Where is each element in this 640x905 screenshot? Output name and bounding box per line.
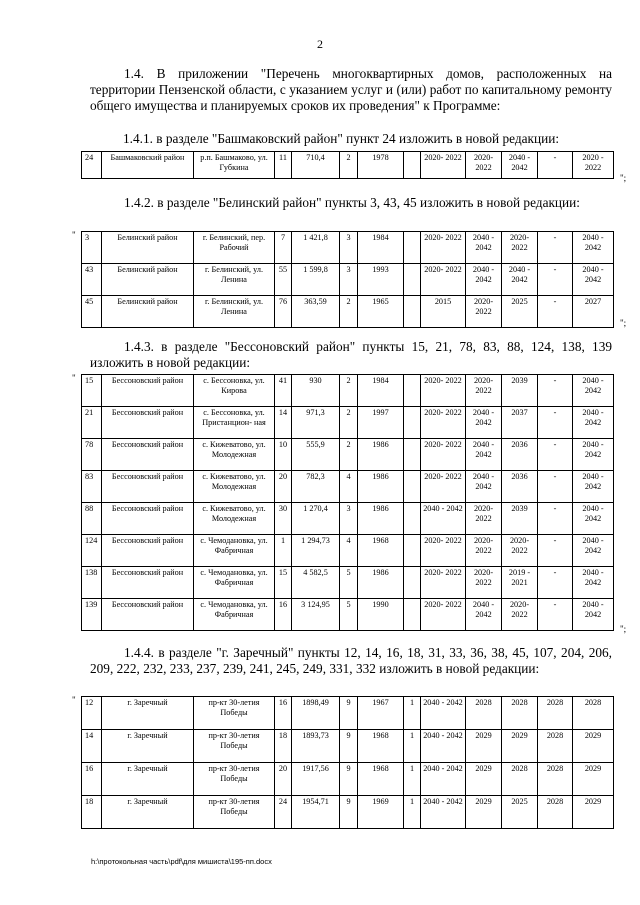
- table-cell: [404, 535, 421, 567]
- table-cell: 2029: [502, 730, 538, 763]
- table-cell: 2040 - 2042: [573, 264, 614, 296]
- table-cell: 1993: [358, 264, 404, 296]
- table-cell: 45: [82, 296, 102, 328]
- table-cell: 20: [275, 763, 292, 796]
- table-cell: 1968: [358, 535, 404, 567]
- table-cell: 3: [340, 503, 358, 535]
- table-cell: Бессоновский район: [102, 471, 194, 503]
- table-row: [82, 697, 614, 730]
- table-cell: Башмаковский район: [102, 152, 194, 179]
- table-cell: 2040 - 2042: [466, 471, 502, 503]
- table-cell: -: [538, 407, 573, 439]
- table-cell: г. Белинский, ул. Ленина: [194, 264, 275, 296]
- table-cell: 2020- 2022: [421, 232, 466, 264]
- table-cell: 2020- 2022: [466, 152, 502, 179]
- table-cell: 3: [340, 264, 358, 296]
- table-cell: -: [538, 232, 573, 264]
- table-cell: 2040 - 2042: [466, 232, 502, 264]
- closing-quote-mark: ";: [620, 173, 627, 183]
- intro-paragraph: [90, 66, 612, 114]
- table-cell: 43: [82, 264, 102, 296]
- table-cell: 2040 - 2042: [573, 503, 614, 535]
- table-row: [82, 296, 614, 328]
- table-cell: Белинский район: [102, 232, 194, 264]
- table-cell: 1984: [358, 232, 404, 264]
- table-row: [82, 439, 614, 471]
- table-cell: 2020- 2022: [502, 535, 538, 567]
- table-cell: 138: [82, 567, 102, 599]
- table-cell: 2028: [538, 697, 573, 730]
- table-cell: 1 599,8: [292, 264, 340, 296]
- opening-quote-mark: ": [72, 230, 76, 240]
- table-cell: 9: [340, 763, 358, 796]
- table-cell: 1: [404, 796, 421, 829]
- closing-quote-mark: ";: [620, 624, 627, 634]
- table-cell: 2036: [502, 439, 538, 471]
- table-cell: 2028: [502, 697, 538, 730]
- table-cell: 1997: [358, 407, 404, 439]
- table-cell: Бессоновский район: [102, 503, 194, 535]
- section-3-paragraph: [90, 339, 612, 371]
- table-cell: 2: [340, 152, 358, 179]
- intro-text: 1.4. В приложении "Перечень многоквартирных домов, расположенных на территории Пензенской области, с указанием услуг и (или) работ по капитальному ремонту общего имущества и планируемых сроков их проведения" к Программе:: [90, 66, 612, 113]
- section-2-paragraph: [90, 195, 612, 211]
- table-cell: 55: [275, 264, 292, 296]
- table-cell: 1986: [358, 567, 404, 599]
- table-cell: 2020- 2022: [421, 375, 466, 407]
- table-cell: 11: [275, 152, 292, 179]
- table-cell: 2039: [502, 375, 538, 407]
- table-cell: Бессоновский район: [102, 407, 194, 439]
- footer-file-path: h:\протокольная часть\pdf\для мишиста\195-пп.docx: [91, 857, 272, 866]
- table-cell: 1893,73: [292, 730, 340, 763]
- table-cell: 2040 - 2042: [573, 535, 614, 567]
- table-cell: 930: [292, 375, 340, 407]
- table-cell: 2029: [573, 796, 614, 829]
- table-cell: 1968: [358, 763, 404, 796]
- table-cell: 2040 - 2042: [573, 567, 614, 599]
- table-cell: 2040 - 2042: [573, 599, 614, 631]
- table-cell: 2040 - 2042: [421, 697, 466, 730]
- table-cell: г. Белинский, пер. Рабочий: [194, 232, 275, 264]
- table-cell: Бессоновский район: [102, 567, 194, 599]
- table-cell: 16: [275, 697, 292, 730]
- table-cell: 1986: [358, 471, 404, 503]
- table-cell: 2028: [538, 796, 573, 829]
- section-3-heading: 1.4.3. в разделе "Бессоновский район" пункты 15, 21, 78, 83, 88, 124, 138, 139 изложить в новой редакции:: [90, 339, 612, 370]
- table-cell: 2028: [502, 763, 538, 796]
- table-cell: 4: [340, 471, 358, 503]
- table-cell: 2020- 2022: [466, 503, 502, 535]
- table-cell: г. Заречный: [102, 763, 194, 796]
- table-cell: -: [538, 439, 573, 471]
- table-cell: г. Белинский, ул. Ленина: [194, 296, 275, 328]
- table-cell: -: [538, 296, 573, 328]
- table-cell: [404, 232, 421, 264]
- table-row: [82, 232, 614, 264]
- table-cell: 1968: [358, 730, 404, 763]
- section-2-heading: 1.4.2. в разделе "Белинский район" пункты 3, 43, 45 изложить в новой редакции:: [124, 195, 580, 210]
- table-cell: [404, 471, 421, 503]
- table-cell: 2040 - 2042: [421, 763, 466, 796]
- table-cell: с. Кижеватово, ул. Молодежная: [194, 503, 275, 535]
- table-cell: 20: [275, 471, 292, 503]
- table-cell: 88: [82, 503, 102, 535]
- opening-quote-mark: ": [72, 695, 76, 705]
- table-cell: пр-кт 30-летия Победы: [194, 796, 275, 829]
- table-cell: 782,3: [292, 471, 340, 503]
- table-cell: 16: [275, 599, 292, 631]
- table-cell: 5: [340, 599, 358, 631]
- table-cell: 21: [82, 407, 102, 439]
- table-row: [82, 407, 614, 439]
- table-cell: -: [538, 503, 573, 535]
- table-cell: -: [538, 567, 573, 599]
- table-cell: 710,4: [292, 152, 340, 179]
- table-cell: 15: [82, 375, 102, 407]
- table-cell: 2040 - 2042: [421, 503, 466, 535]
- table-cell: [404, 152, 421, 179]
- table-cell: 2039: [502, 503, 538, 535]
- table-cell: 1984: [358, 375, 404, 407]
- table-cell: 2: [340, 375, 358, 407]
- table-cell: 2020- 2022: [421, 535, 466, 567]
- table-cell: 1978: [358, 152, 404, 179]
- table-cell: с. Чемодановка, ул. Фабричная: [194, 535, 275, 567]
- table-cell: 41: [275, 375, 292, 407]
- table-cell: [404, 375, 421, 407]
- table-cell: 2040 - 2042: [573, 232, 614, 264]
- table-cell: 2029: [573, 763, 614, 796]
- table-cell: 3 124,95: [292, 599, 340, 631]
- table-cell: 9: [340, 796, 358, 829]
- table-cell: 2020- 2022: [502, 599, 538, 631]
- table-row: [82, 152, 614, 179]
- table-bessonovsky: [81, 374, 614, 631]
- table-cell: [404, 296, 421, 328]
- table-cell: Бессоновский район: [102, 439, 194, 471]
- table-cell: пр-кт 30-летия Победы: [194, 730, 275, 763]
- table-cell: 4: [340, 535, 358, 567]
- table-cell: 2040 - 2042: [573, 439, 614, 471]
- table-row: [82, 567, 614, 599]
- section-4-paragraph: [90, 645, 612, 677]
- table-cell: 15: [275, 567, 292, 599]
- table-cell: 2020- 2022: [421, 439, 466, 471]
- table-cell: 2020- 2022: [421, 471, 466, 503]
- table-cell: -: [538, 375, 573, 407]
- table-cell: 14: [82, 730, 102, 763]
- table-cell: р.п. Башмаково, ул. Губкина: [194, 152, 275, 179]
- closing-quote-mark: ";: [620, 318, 627, 328]
- table-cell: [404, 503, 421, 535]
- table-cell: 1969: [358, 796, 404, 829]
- table-cell: 2029: [466, 796, 502, 829]
- table-cell: 124: [82, 535, 102, 567]
- table-cell: 2040 - 2042: [421, 730, 466, 763]
- table-cell: 2020- 2022: [421, 407, 466, 439]
- table-cell: 30: [275, 503, 292, 535]
- table-cell: 2040 - 2042: [466, 599, 502, 631]
- table-row: [82, 796, 614, 829]
- table-cell: г. Заречный: [102, 796, 194, 829]
- table-cell: с. Кижеватово, ул. Молодежная: [194, 471, 275, 503]
- opening-quote-mark: ": [72, 373, 76, 383]
- table-cell: с. Бессоновка, ул. Пристанцион- ная: [194, 407, 275, 439]
- table-cell: 14: [275, 407, 292, 439]
- table-cell: 24: [275, 796, 292, 829]
- table-cell: 2020- 2022: [421, 599, 466, 631]
- table-cell: [404, 599, 421, 631]
- table-cell: 2040 - 2042: [573, 471, 614, 503]
- table-cell: 1965: [358, 296, 404, 328]
- table-cell: 2029: [466, 730, 502, 763]
- table-row: [82, 375, 614, 407]
- table-cell: г. Заречный: [102, 730, 194, 763]
- table-cell: 1898,49: [292, 697, 340, 730]
- table-cell: 2020- 2022: [466, 567, 502, 599]
- table-cell: 18: [275, 730, 292, 763]
- table-cell: Белинский район: [102, 264, 194, 296]
- table-row: [82, 503, 614, 535]
- table-cell: 1 421,8: [292, 232, 340, 264]
- table-cell: -: [538, 535, 573, 567]
- table-cell: 2025: [502, 796, 538, 829]
- table-cell: 3: [340, 232, 358, 264]
- table-cell: 5: [340, 567, 358, 599]
- section-4-heading: 1.4.4. в разделе "г. Заречный" пункты 12, 14, 16, 18, 31, 33, 36, 38, 45, 107, 204, 206, 209, 222, 232, 233, 237, 239, 241, 245, 249, 331, 332 изложить в новой редакции:: [90, 645, 612, 676]
- table-cell: 2040 - 2042: [421, 796, 466, 829]
- table-cell: 1: [404, 763, 421, 796]
- table-cell: 4 582,5: [292, 567, 340, 599]
- table-cell: 2040 - 2042: [466, 407, 502, 439]
- table-cell: 2020- 2022: [421, 152, 466, 179]
- table-cell: [404, 407, 421, 439]
- table-bashmakovsky: [81, 151, 614, 179]
- table-cell: г. Заречный: [102, 697, 194, 730]
- table-cell: 2040 - 2042: [466, 264, 502, 296]
- table-row: [82, 471, 614, 503]
- table-cell: 78: [82, 439, 102, 471]
- table-cell: -: [538, 599, 573, 631]
- table-cell: 10: [275, 439, 292, 471]
- table-cell: 9: [340, 697, 358, 730]
- table-cell: 2: [340, 407, 358, 439]
- table-cell: Бессоновский район: [102, 375, 194, 407]
- table-row: [82, 535, 614, 567]
- table-cell: 2028: [466, 697, 502, 730]
- section-1-heading: 1.4.1. в разделе "Башмаковский район" пункт 24 изложить в новой редакции:: [123, 131, 560, 146]
- table-cell: 2028: [538, 763, 573, 796]
- table-cell: 2: [340, 296, 358, 328]
- table-cell: пр-кт 30-летия Победы: [194, 763, 275, 796]
- table-zarechny: [81, 696, 614, 829]
- table-cell: 1967: [358, 697, 404, 730]
- table-cell: с. Бессоновка, ул. Кирова: [194, 375, 275, 407]
- table-cell: 971,3: [292, 407, 340, 439]
- table-cell: 16: [82, 763, 102, 796]
- table-cell: 2037: [502, 407, 538, 439]
- table-cell: 2029: [573, 730, 614, 763]
- table-cell: с. Кижеватово, ул. Молодежная: [194, 439, 275, 471]
- table-cell: 1917,56: [292, 763, 340, 796]
- table-cell: 2040 - 2042: [573, 375, 614, 407]
- table-cell: 2: [340, 439, 358, 471]
- table-cell: 1: [275, 535, 292, 567]
- table-cell: -: [538, 471, 573, 503]
- table-cell: 2036: [502, 471, 538, 503]
- table-row: [82, 730, 614, 763]
- table-row: [82, 264, 614, 296]
- table-cell: 18: [82, 796, 102, 829]
- table-cell: -: [538, 152, 573, 179]
- table-cell: 2025: [502, 296, 538, 328]
- table-cell: 2020- 2022: [421, 264, 466, 296]
- table-cell: 12: [82, 697, 102, 730]
- table-cell: 3: [82, 232, 102, 264]
- table-cell: 2040 - 2042: [502, 264, 538, 296]
- table-cell: 7: [275, 232, 292, 264]
- table-cell: 2015: [421, 296, 466, 328]
- table-cell: 1 270,4: [292, 503, 340, 535]
- table-cell: 2019 - 2021: [502, 567, 538, 599]
- table-cell: 2028: [538, 730, 573, 763]
- table-cell: 2040 - 2042: [466, 439, 502, 471]
- table-cell: 1986: [358, 503, 404, 535]
- table-cell: пр-кт 30-летия Победы: [194, 697, 275, 730]
- table-cell: 2020- 2022: [466, 535, 502, 567]
- table-cell: [404, 567, 421, 599]
- table-cell: 2029: [466, 763, 502, 796]
- table-cell: 2020- 2022: [502, 232, 538, 264]
- table-cell: 83: [82, 471, 102, 503]
- table-cell: 2020- 2022: [466, 296, 502, 328]
- table-cell: с. Чемодановка, ул. Фабричная: [194, 567, 275, 599]
- table-cell: [404, 264, 421, 296]
- table-cell: 2040 - 2042: [573, 407, 614, 439]
- table-row: [82, 763, 614, 796]
- table-cell: 1: [404, 730, 421, 763]
- table-cell: 9: [340, 730, 358, 763]
- table-row: [82, 599, 614, 631]
- table-cell: Бессоновский район: [102, 599, 194, 631]
- table-cell: -: [538, 264, 573, 296]
- table-cell: 2040 - 2042: [502, 152, 538, 179]
- table-cell: 2028: [573, 697, 614, 730]
- table-cell: с. Чемодановка, ул. Фабричная: [194, 599, 275, 631]
- table-cell: 555,9: [292, 439, 340, 471]
- table-cell: 2020- 2022: [466, 375, 502, 407]
- table-cell: [404, 439, 421, 471]
- table-cell: 139: [82, 599, 102, 631]
- table-cell: 1: [404, 697, 421, 730]
- table-cell: Белинский район: [102, 296, 194, 328]
- table-cell: 2027: [573, 296, 614, 328]
- table-cell: Бессоновский район: [102, 535, 194, 567]
- table-cell: 1986: [358, 439, 404, 471]
- table-cell: 1 294,73: [292, 535, 340, 567]
- table-cell: 24: [82, 152, 102, 179]
- table-cell: 363,59: [292, 296, 340, 328]
- table-cell: 1954,71: [292, 796, 340, 829]
- table-cell: 1990: [358, 599, 404, 631]
- table-cell: 2020 - 2022: [573, 152, 614, 179]
- table-belinsky: [81, 231, 614, 328]
- table-cell: 2020- 2022: [421, 567, 466, 599]
- table-cell: 76: [275, 296, 292, 328]
- page-number: 2: [317, 37, 323, 51]
